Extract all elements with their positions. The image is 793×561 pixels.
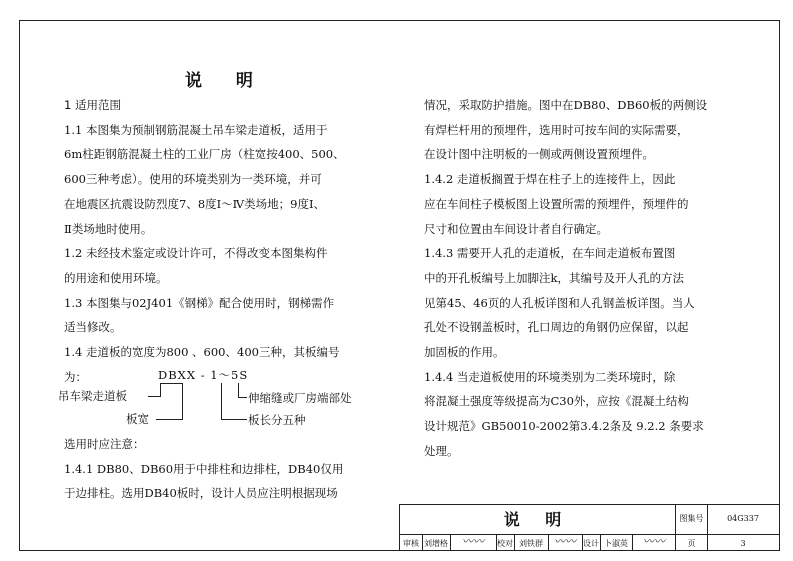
board-code: DBXX - 1～5S	[158, 368, 249, 382]
text-line: 1.4.3 需要开人孔的走道板，在车间走道板布置图	[424, 246, 676, 261]
text-line: 情况，采取防护措施。图中在DB80、DB60板的两侧设	[424, 98, 708, 112]
divider	[675, 534, 676, 551]
check-label: 校对	[497, 539, 513, 548]
text-line: 1.2 未经技术鉴定或设计许可，不得改变本图集构件	[64, 246, 328, 261]
leader-line	[182, 383, 183, 419]
text-line: 为：	[64, 369, 87, 384]
text-line: 1.4 走道板的宽度为800 、600、400三种，其板编号	[64, 345, 340, 360]
leader-line	[160, 383, 161, 396]
text-line: 选用时应注意：	[64, 437, 145, 451]
code-diagram	[58, 367, 388, 433]
title-block	[399, 504, 780, 551]
text-line: 有焊栏杆用的预埋件，选用时可按车间的实际需要，	[424, 122, 689, 137]
left-column-text-2	[64, 432, 343, 506]
leader-line	[238, 383, 239, 397]
text-line: 1 适用范围	[64, 98, 121, 112]
atlas-label: 图集号	[679, 514, 704, 523]
review-label: 审核	[403, 539, 419, 548]
leader-line	[221, 419, 247, 420]
reviewer-signature: 〰〰	[462, 535, 484, 548]
text-line: 1.1 本图集为预制钢筋混凝土吊车梁走道板，适用于	[64, 122, 328, 137]
design-label: 设计	[583, 539, 599, 548]
leader-line	[148, 396, 161, 397]
label-board-type: 吊车梁走道板	[58, 389, 127, 403]
text-line: 1.4.1 DB80、DB60用于中排柱和边排柱，DB40仅用	[64, 461, 344, 476]
text-line: 将混凝土强度等级提高为C30外，应按《混凝土结构	[424, 394, 689, 409]
text-line: 的用途和使用环境。	[64, 270, 168, 285]
leader-line	[238, 397, 247, 398]
text-line: 尺寸和位置由车间设计者自行确定。	[424, 221, 608, 236]
text-line: 600三种考虑）。使用的环境类别为一类环境，并可	[64, 172, 322, 187]
left-column-text	[64, 93, 394, 389]
text-line: 孔处不设钢盖板时，孔口周边的角钢仍应保留，以起	[424, 320, 689, 335]
page-title: 说 明	[185, 71, 267, 91]
checker-name: 刘铁群	[519, 539, 543, 548]
page-number: 3	[740, 539, 746, 548]
text-line: 1.3 本图集与02J401《钢梯》配合使用时，钢梯需作	[64, 295, 335, 310]
checker-signature: 〰〰	[554, 535, 576, 548]
leader-line	[156, 419, 183, 420]
label-board-width: 板宽	[126, 412, 149, 426]
divider	[548, 534, 549, 551]
right-column-text	[424, 93, 759, 464]
designer-name: 卜淑英	[604, 539, 628, 548]
text-line: 应在车间柱子模板图上设置所需的预埋件，预埋件的	[424, 196, 689, 211]
text-line: 在设计图中注明板的一侧或两侧设置预埋件。	[424, 147, 654, 162]
divider	[632, 534, 633, 551]
text-line: 于边排柱。选用DB40板时，设计人员应注明根据现场	[64, 486, 338, 501]
leader-line	[221, 383, 222, 419]
text-line: 设计规范》GB50010-2002第3.4.2条及 9.2.2 条要求	[424, 419, 704, 434]
text-line: 适当修改。	[64, 320, 122, 335]
title-block-name: 说 明	[400, 505, 676, 534]
text-line: 1.4.4 当走道板使用的环境类别为二类环境时，除	[424, 369, 676, 384]
text-line: 加固板的作用。	[424, 345, 505, 360]
page-label: 页	[687, 539, 696, 548]
text-line: 在地震区抗震设防烈度7、8度Ⅰ～Ⅳ类场地；9度Ⅰ、	[64, 196, 326, 211]
designer-signature: 〰〰	[643, 535, 665, 548]
divider	[450, 534, 451, 551]
code-underline	[160, 383, 182, 384]
text-line: Ⅱ类场地时使用。	[64, 221, 153, 236]
atlas-number: 04G337	[727, 514, 759, 523]
label-length: 板长分五种	[248, 413, 306, 427]
text-line: 见第45、46页的人孔板详图和人孔钢盖板详图。当人	[424, 295, 695, 310]
text-line: 1.4.2 走道板搁置于焊在柱子上的连接件上，因此	[424, 172, 676, 187]
label-joint: 伸缩缝或厂房端部处	[248, 391, 352, 405]
reviewer-name: 刘增格	[424, 539, 448, 548]
text-line: 6m柱距钢筋混凝土柱的工业厂房（柱宽按400、500、	[64, 147, 345, 162]
text-line: 处理。	[424, 443, 459, 458]
text-line: 中的开孔板编号上加脚注k，其编号及开人孔的方法	[424, 270, 684, 285]
